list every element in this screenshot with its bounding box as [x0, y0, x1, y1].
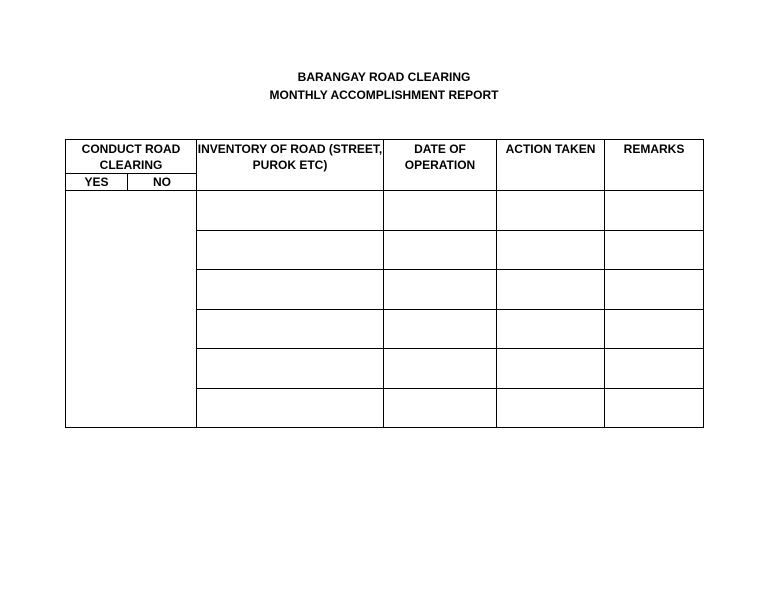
- action-cell[interactable]: [497, 270, 604, 309]
- remarks-cell[interactable]: [605, 231, 703, 269]
- conduct-road-clearing-cell[interactable]: [66, 191, 196, 427]
- action-cell[interactable]: [497, 191, 604, 230]
- header-remarks: REMARKS: [623, 142, 685, 156]
- action-cell[interactable]: [497, 310, 604, 348]
- document-title: BARANGAY ROAD CLEARING: [297, 70, 471, 84]
- inventory-cell[interactable]: [197, 191, 383, 230]
- header-date-line2: OPERATION: [404, 158, 476, 172]
- header-date-line1: DATE OF: [414, 142, 466, 156]
- header-action-taken: ACTION TAKEN: [505, 142, 596, 156]
- remarks-cell[interactable]: [605, 270, 703, 309]
- header-yes: YES: [84, 175, 109, 189]
- remarks-cell[interactable]: [605, 349, 703, 388]
- remarks-cell[interactable]: [605, 191, 703, 230]
- inventory-cell[interactable]: [197, 231, 383, 269]
- yes-no-top-line: [66, 173, 197, 174]
- header-inventory-line1: INVENTORY OF ROAD (STREET,: [197, 142, 383, 156]
- report-table: [65, 139, 704, 428]
- date-cell[interactable]: [384, 270, 496, 309]
- action-cell[interactable]: [497, 349, 604, 388]
- header-date-of-operation: [384, 141, 496, 173]
- document-subtitle: MONTHLY ACCOMPLISHMENT REPORT: [269, 88, 499, 102]
- inventory-cell[interactable]: [197, 389, 383, 427]
- date-cell[interactable]: [384, 389, 496, 427]
- header-conduct-line2: CLEARING: [99, 158, 163, 172]
- remarks-cell[interactable]: [605, 389, 703, 427]
- header-no: NO: [153, 175, 171, 189]
- date-cell[interactable]: [384, 349, 496, 388]
- date-cell[interactable]: [384, 191, 496, 230]
- date-cell[interactable]: [384, 231, 496, 269]
- remarks-cell[interactable]: [605, 310, 703, 348]
- inventory-cell[interactable]: [197, 270, 383, 309]
- header-conduct-road-clearing: [66, 141, 196, 173]
- action-cell[interactable]: [497, 389, 604, 427]
- header-conduct-line1: CONDUCT ROAD: [81, 142, 181, 156]
- inventory-cell[interactable]: [197, 349, 383, 388]
- inventory-cell[interactable]: [197, 310, 383, 348]
- date-cell[interactable]: [384, 310, 496, 348]
- action-cell[interactable]: [497, 231, 604, 269]
- header-inventory-of-road: [197, 141, 383, 173]
- header-inventory-line2: PUROK ETC): [252, 158, 328, 172]
